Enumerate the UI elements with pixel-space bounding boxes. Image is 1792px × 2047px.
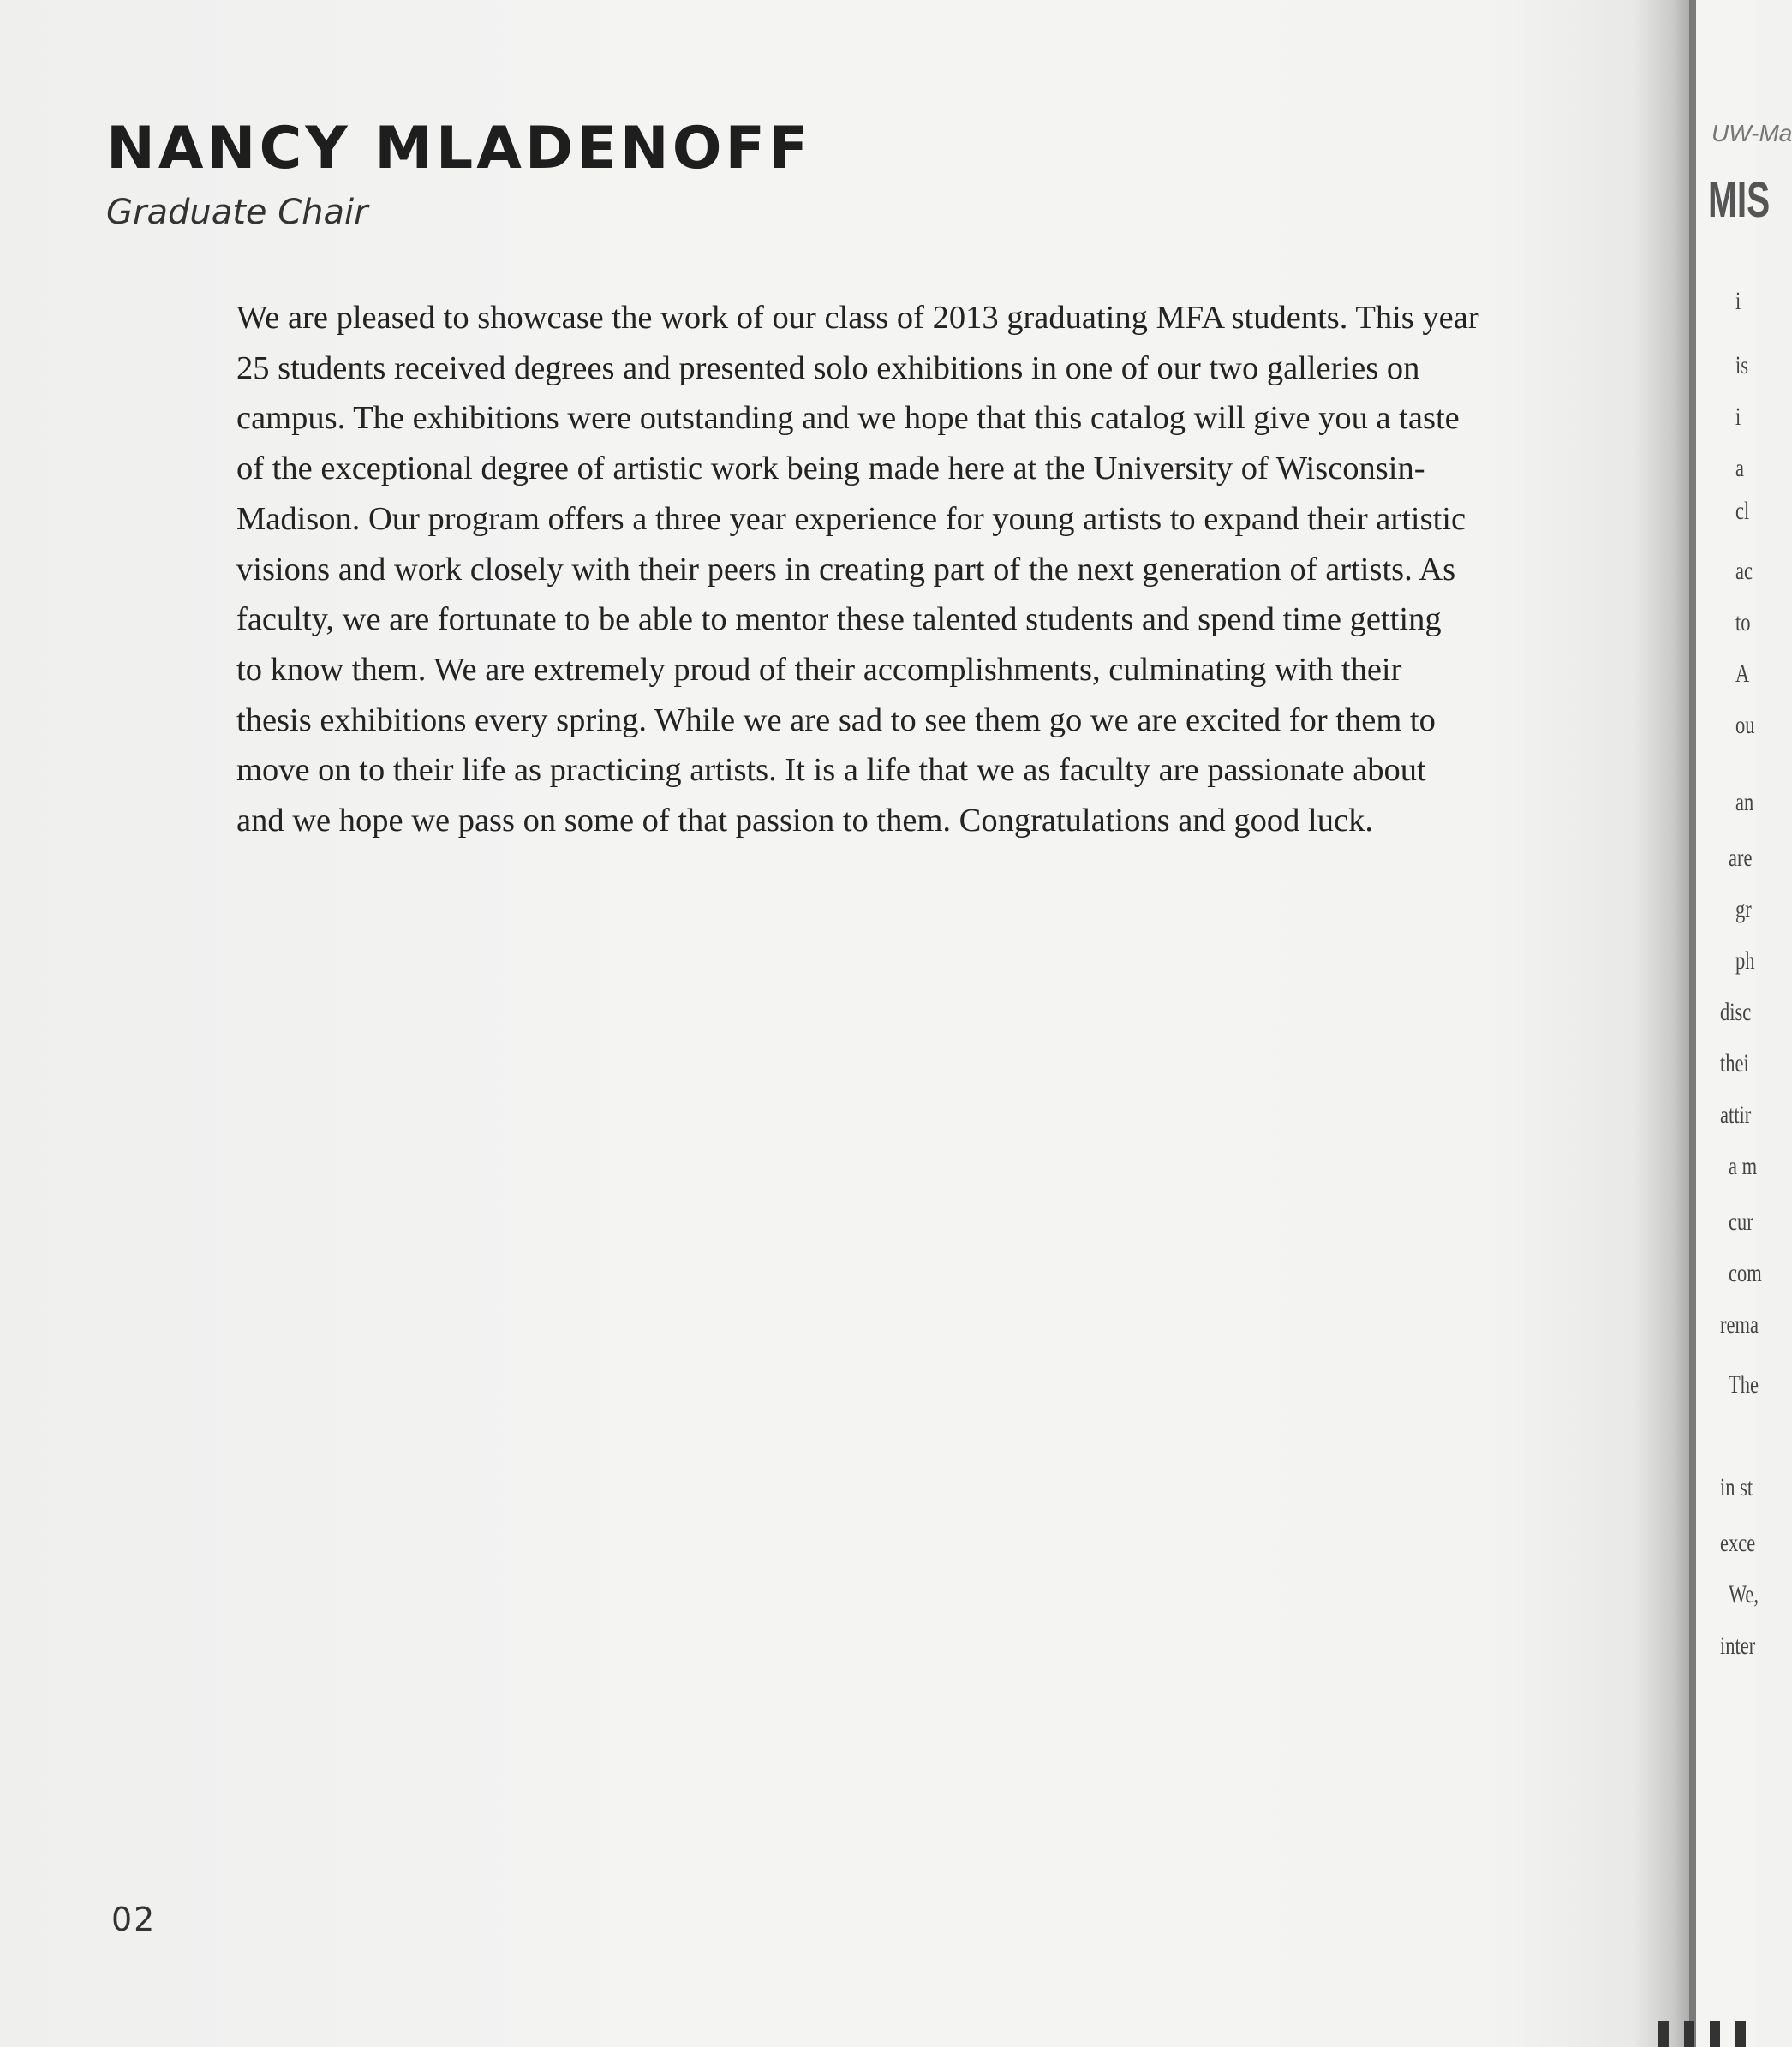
adjacent-page-fragment: i [1735, 287, 1741, 315]
adjacent-page-title: MIS [1708, 172, 1771, 228]
adjacent-page-fragment: cl [1735, 497, 1750, 525]
adjacent-page-fragment: ac [1735, 557, 1753, 585]
gutter-shadow [1632, 0, 1692, 2047]
body-line: We are pleased to showcase the work of our class of 2013 graduating MFA students. This year [236, 300, 1479, 336]
body-line: 25 students received degrees and presented solo exhibitions in one of our two galleries on [236, 349, 1420, 386]
adjacent-page-fragment: disc [1720, 998, 1752, 1026]
adjacent-page-fragment: to [1735, 608, 1751, 636]
adjacent-page-fragment: is [1735, 351, 1749, 379]
body-paragraph [236, 293, 1573, 846]
adjacent-page-fragment: i [1735, 403, 1741, 431]
adjacent-page-fragment: an [1735, 788, 1754, 816]
adjacent-page-fragment: inter [1720, 1632, 1756, 1660]
adjacent-page-fragment: The [1729, 1370, 1759, 1399]
adjacent-page-fragment: gr [1735, 895, 1752, 923]
adjacent-page-fragment: are [1729, 844, 1753, 872]
body-line: thesis exhibitions every spring. While we are sad to see them go we are excited for them to [236, 701, 1436, 738]
page-edge [1689, 0, 1696, 2047]
adjacent-page-fragment: cur [1729, 1208, 1753, 1236]
adjacent-page-header: UW-Ma [1711, 120, 1792, 146]
adjacent-page-fragment: a [1735, 454, 1744, 482]
adjacent-page-fragment: com [1729, 1259, 1762, 1287]
author-role: Graduate Chair [106, 193, 368, 232]
adjacent-page-fragment: in st [1720, 1473, 1753, 1501]
bottom-edge-marks [1653, 2021, 1756, 2047]
body-line: visions and work closely with their peers in creating part of the next generation of artists. As [236, 551, 1456, 588]
adjacent-page-fragment: ou [1735, 711, 1755, 739]
page-title: NANCY MLADENOFF [106, 115, 812, 182]
body-line: move on to their life as practicing artists. It is a life that we as faculty are passionate about [236, 752, 1426, 789]
adjacent-page [1696, 0, 1792, 2047]
adjacent-page-fragment: exce [1720, 1529, 1756, 1557]
body-line: campus. The exhibitions were outstanding and we hope that this catalog will give you a taste [236, 400, 1460, 437]
adjacent-page-fragment: thei [1720, 1049, 1749, 1077]
adjacent-page-fragment: We, [1729, 1580, 1759, 1608]
body-line: and we hope we pass on some of that passion to them. Congratulations and good luck. [236, 803, 1373, 839]
adjacent-page-fragment: attir [1720, 1101, 1752, 1129]
adjacent-page-fragment: rema [1720, 1310, 1759, 1339]
body-line: of the exceptional degree of artistic work being made here at the University of Wisconsin- [236, 451, 1425, 487]
adjacent-page-fragment: a m [1729, 1152, 1758, 1180]
body-line: faculty, we are fortunate to be able to mentor these talented students and spend time getting [236, 601, 1442, 638]
adjacent-page-fragment: ph [1735, 946, 1755, 975]
adjacent-page-fragment: A [1735, 659, 1750, 688]
body-line: to know them. We are extremely proud of their accomplishments, culminating with their [236, 651, 1402, 688]
body-line: Madison. Our program offers a three year experience for young artists to expand their artistic [236, 500, 1466, 537]
page-number: 02 [111, 1901, 157, 1938]
